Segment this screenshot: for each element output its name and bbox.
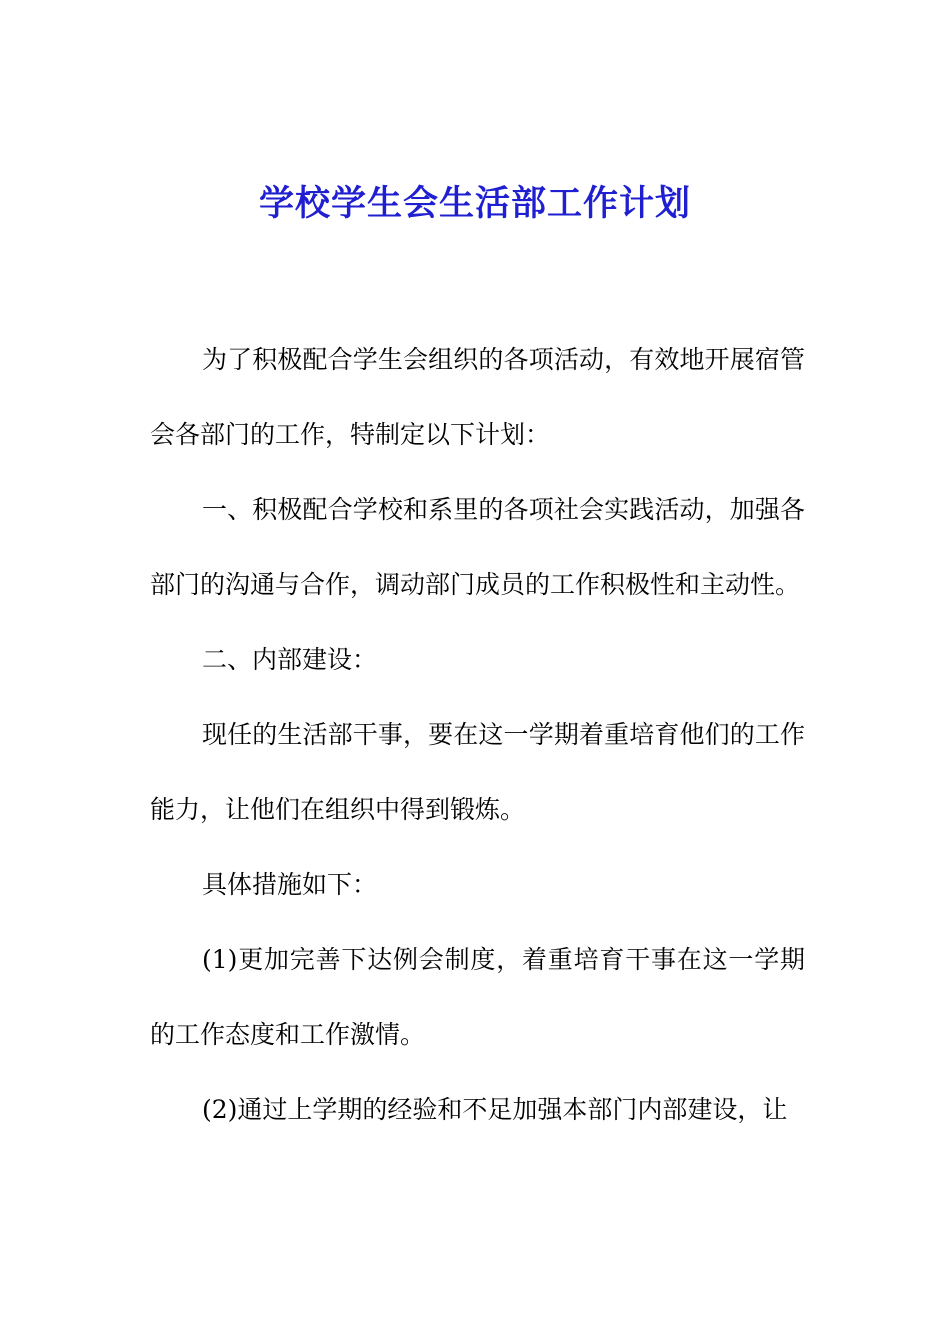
paragraph-measure-1: (1)更加完善下达例会制度，着重培育干事在这一学期的工作态度和工作激情。 — [150, 945, 805, 1049]
paragraph-measures-heading: 具体措施如下： — [202, 870, 378, 899]
document-body — [150, 322, 805, 1147]
paragraph-item-2-heading: 二、内部建设： — [202, 645, 378, 674]
document-title: 学校学生会生活部工作计划 — [258, 184, 691, 224]
paragraph-measure-2: (2)通过上学期的经验和不足加强本部门内部建设，让 — [202, 1095, 788, 1124]
paragraph-intro: 为了积极配合学生会组织的各项活动，有效地开展宿管会各部门的工作，特制定以下计划： — [150, 345, 805, 449]
paragraph-item-2-body: 现任的生活部干事，要在这一学期着重培育他们的工作能力，让他们在组织中得到锻炼。 — [150, 720, 805, 824]
paragraph-item-1: 一、积极配合学校和系里的各项社会实践活动，加强各部门的沟通与合作，调动部门成员的工作积极性和主动性。 — [150, 495, 805, 599]
